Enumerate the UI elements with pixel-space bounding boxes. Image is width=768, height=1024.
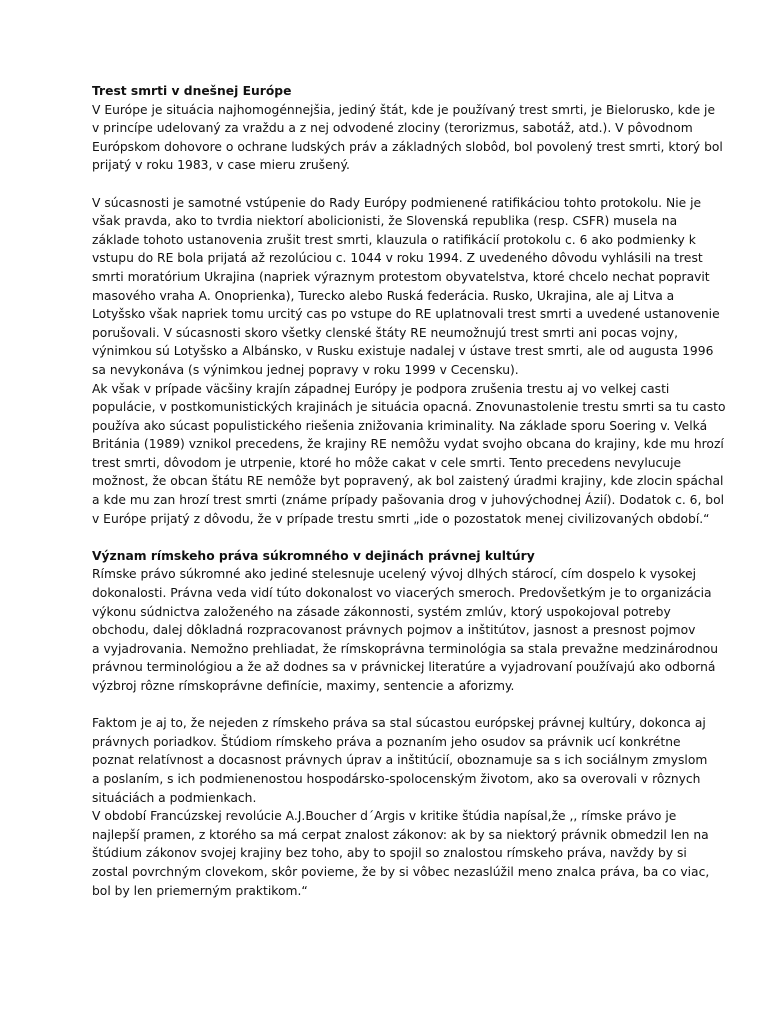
text-line: prijatý v roku 1983, v case mieru zrušený.: [92, 158, 350, 173]
text-line: Faktom je aj to, že nejeden z rímskeho práva sa stal súcastou európskej právnej kultúry, dokonca aj: [92, 716, 706, 731]
document-page: [92, 82, 726, 900]
paragraph-roman-law-intro: [92, 565, 719, 695]
paragraph-death-penalty-intro: [92, 101, 723, 175]
text-line: sa nevykonáva (s výnimkou jednej popravy v roku 1999 v Cecensku).: [92, 362, 519, 377]
text-line: právnych poriadkov. Štúdiom rímskeho práva a poznaním jeho osudov sa právnik ucí konkrétne: [92, 734, 681, 749]
text-line: v princípe udelovaný za vraždu a z nej odvodené zlociny (terorizmus, sabotáž, atd.). V pôvodnom: [92, 121, 693, 136]
text-line: Lotyšsko však napriek tomu urcitý cas po vstupe do RE uplatnovali trest smrti a uvedené ustanovenie: [92, 307, 720, 322]
section-title-roman-law: Význam rímskeho práva súkromného v dejinách právnej kultúry: [92, 548, 535, 563]
text-line: najlepší pramen, z ktorého sa má cerpat znalost zákonov: ak by sa niektorý právnik obmedzil len na: [92, 827, 709, 842]
text-line: používa ako súcast populistického riešenia znižovania kriminality. Na základe sporu Soering v. Velká: [92, 418, 708, 433]
text-line: výnimkou sú Lotyšsko a Albánsko, v Rusku existuje nadalej v ústave trest smrti, ale od augusta 1996: [92, 344, 714, 359]
text-line: situáciách a podmienkach.: [92, 790, 257, 805]
text-line: a kde mu zan hrozí trest smrti (známe prípady pašovania drog v juhovýchodnej Ázií). Dodatok c. 6, bol: [92, 493, 725, 508]
text-line: štúdium zákonov svojej krajiny bez toho, aby to spojil so znalostou rímskeho práva, navždy by si: [92, 846, 687, 861]
paragraph-gap: [92, 175, 692, 194]
text-line: trest smrti, dôvodom je utrpenie, ktoré ho môže cakat v cele smrti. Tento precedens nevylucuje: [92, 455, 682, 470]
section-title-death-penalty: Trest smrti v dnešnej Európe: [92, 84, 292, 98]
text-line: výzbroj rôzne rímskoprávne definície, maximy, sentencie a aforizmy.: [92, 679, 515, 693]
paragraph-gap: [92, 528, 692, 547]
text-line: a poslaním, s ich podmienenostou hospodársko-spolocenským životom, ako sa overovali v rôznych: [92, 771, 701, 786]
text-line: masového vraha A. Onoprienka), Turecko alebo Ruská federácia. Rusko, Ukrajina, ale aj Litva a: [92, 288, 675, 303]
text-line: výkonu súdnictva založeného na zásade zákonnosti, systém zmlúv, ktorý uspokojoval potreby: [92, 604, 671, 619]
text-line: Ak však v prípade väcšiny krajín západnej Európy je podpora zrušenia trestu aj vo velkej casti: [92, 381, 670, 396]
text-line: a vyjadrovania. Nemožno prehliadat, že rímskoprávna terminológia sa stala prevažne medzinárodnou: [92, 641, 719, 656]
text-line: populácie, v postkomunistických krajinách je situácia opacná. Znovunastolenie trestu smrti sa tu casto: [92, 400, 726, 415]
text-line: možnost, že obcan štátu RE nemôže byt popravený, ak bol zaistený úradmi krajiny, kde zlocin spáchal: [92, 474, 724, 489]
text-line: právnou terminológiou a že až dodnes sa v právnickej literatúre a vyjadrovaní používajú ako odborná: [92, 660, 716, 675]
text-line: Rímske právo súkromné ako jediné stelesnuje ucelený vývoj dlhých stárocí, cím dospelo k vysokej: [92, 567, 697, 582]
text-line: vstupu do RE bola prijatá až rezolúciou c. 1044 v roku 1994. Z uvedeného dôvodu vyhlásili na trest: [92, 251, 703, 266]
text-line: Európskom dohovore o ochrane ludských práv a základných slobôd, bol povolený trest smrti, ktorý bol: [92, 139, 723, 154]
text-line: zostal povrchným clovekom, skôr povieme, že by si vôbec nezaslúžil meno znalca práva, ba co viac,: [92, 864, 710, 879]
text-line: obchodu, dalej dôkladná rozpracovanost právnych pojmov a inštitútov, jasnost a presnost pojmov: [92, 623, 696, 638]
paragraph-gap: [92, 696, 692, 715]
text-line: V Európe je situácia najhomogénnejšia, jediný štát, kde je používaný trest smrti, je Bielorusko, kde je: [92, 102, 716, 117]
paragraph-death-penalty-body: [92, 194, 726, 529]
text-line: poznat relatívnost a docasnost právnych úprav a inštitúcií, oboznamuje sa s ich sociálnym zmyslom: [92, 753, 708, 768]
text-line: základe tohoto ustanovenia zrušit trest smrti, klauzula o ratifikácií protokolu c. 6 ako podmienky k: [92, 232, 696, 247]
text-line: Británia (1989) vznikol precedens, že krajiny RE nemôžu vydat svojho obcana do krajiny, kde mu hrozí: [92, 437, 724, 452]
text-line: smrti moratórium Ukrajina (napriek výraznym protestom obyvatelstva, ktoré chcelo nechat popravit: [92, 269, 710, 284]
text-line: V súcasnosti je samotné vstúpenie do Rady Európy podmienené ratifikáciou tohto protokolu. Nie je: [92, 195, 702, 210]
text-line: bol by len priemerným praktikom.“: [92, 883, 308, 898]
text-line: v Európe prijatý z dôvodu, že v prípade trestu smrti „ide o pozostatok menej civilizovaných období.“: [92, 511, 710, 526]
paragraph-roman-law-body: [92, 714, 710, 900]
text-line: dokonalosti. Právna veda vidí túto dokonalost vo viacerých smeroch. Predovšetkým je to organizácia: [92, 586, 712, 601]
text-line: však pravda, ako to tvrdia niektorí abolicionisti, že Slovenská republika (resp. CSFR) musela na: [92, 214, 678, 229]
text-line: V období Francúzskej revolúcie A.J.Boucher d´Argis v kritike štúdia napísal,že ,, rímske právo je: [92, 809, 677, 824]
text-line: porušovali. V súcasnosti skoro všetky clenské štáty RE neumožnujú trest smrti ani pocas vojny,: [92, 325, 679, 340]
